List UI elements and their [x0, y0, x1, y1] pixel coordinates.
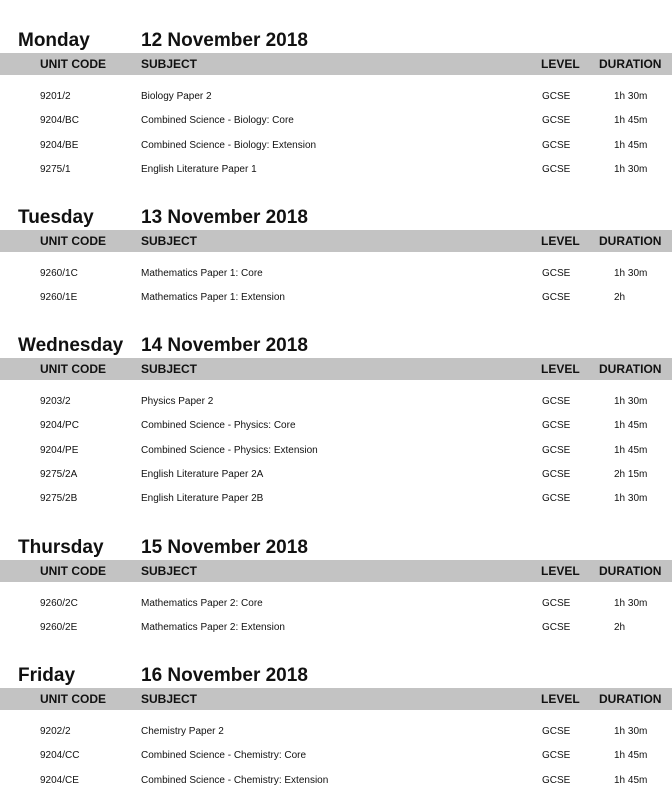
level: GCSE: [542, 774, 571, 786]
day-heading: [0, 324, 672, 358]
col-header-level: LEVEL: [541, 692, 580, 706]
level: GCSE: [542, 91, 571, 102]
subject: English Literature Paper 1: [141, 163, 257, 175]
level: GCSE: [542, 420, 571, 432]
unit-code: 9260/2C: [40, 598, 78, 609]
table-row: [0, 439, 672, 463]
unit-code: 9204/BE: [40, 139, 79, 151]
col-header-unit-code: UNIT CODE: [40, 234, 106, 248]
day-name: Monday: [18, 30, 90, 51]
day-date: 12 November 2018: [141, 30, 308, 51]
exam-rows: [0, 380, 672, 511]
subject: Combined Science - Physics: Core: [141, 420, 296, 432]
table-row: [0, 616, 672, 640]
day-name: Thursday: [18, 537, 104, 558]
subject: Combined Science - Chemistry: Extension: [141, 774, 329, 786]
subject: Chemistry Paper 2: [141, 726, 224, 737]
day-section: [0, 324, 672, 511]
unit-code: 9202/2: [40, 726, 71, 737]
exam-rows: [0, 710, 672, 793]
col-header-subject: SUBJECT: [141, 692, 198, 706]
subject: Mathematics Paper 2: Core: [141, 598, 263, 609]
duration: 1h 45m: [614, 750, 648, 762]
col-header-duration: DURATION: [599, 692, 662, 706]
day-section: [0, 654, 672, 793]
col-header-duration: DURATION: [599, 57, 662, 71]
level: GCSE: [542, 598, 571, 609]
day-heading: [0, 654, 672, 688]
table-row: [0, 487, 672, 511]
table-row: [0, 134, 672, 158]
column-header-bar: [0, 358, 672, 380]
duration: 1h 45m: [614, 139, 648, 151]
unit-code: 9260/1E: [40, 292, 78, 304]
subject: Mathematics Paper 2: Extension: [141, 622, 285, 634]
duration: 1h 45m: [614, 444, 648, 456]
table-row: [0, 390, 672, 414]
unit-code: 9204/CE: [40, 774, 79, 786]
exam-rows: [0, 252, 672, 311]
day-name: Wednesday: [18, 335, 124, 356]
day-date: 15 November 2018: [141, 537, 308, 558]
table-row: [0, 744, 672, 768]
day-date: 14 November 2018: [141, 335, 308, 356]
subject: Mathematics Paper 1: Extension: [141, 292, 285, 304]
day-section: [0, 19, 672, 182]
col-header-unit-code: UNIT CODE: [40, 362, 106, 376]
duration: 2h: [614, 292, 626, 304]
unit-code: 9201/2: [40, 91, 71, 102]
duration: 1h 30m: [614, 268, 648, 279]
subject: English Literature Paper 2A: [141, 468, 264, 480]
col-header-level: LEVEL: [541, 362, 580, 376]
day-name: Tuesday: [18, 207, 94, 228]
subject: Combined Science - Physics: Extension: [141, 444, 318, 456]
unit-code: 9204/CC: [40, 750, 80, 762]
col-header-duration: DURATION: [599, 234, 662, 248]
col-header-unit-code: UNIT CODE: [40, 57, 106, 71]
duration: 1h 45m: [614, 774, 648, 786]
day-section: [0, 526, 672, 641]
level: GCSE: [542, 444, 571, 456]
col-header-subject: SUBJECT: [141, 57, 198, 71]
col-header-level: LEVEL: [541, 234, 580, 248]
duration: 1h 30m: [614, 163, 648, 175]
duration: 2h: [614, 622, 626, 634]
table-row: [0, 158, 672, 182]
level: GCSE: [542, 139, 571, 151]
col-header-unit-code: UNIT CODE: [40, 692, 106, 706]
day-date: 16 November 2018: [141, 665, 308, 686]
duration: 1h 30m: [614, 396, 648, 407]
exam-rows: [0, 582, 672, 641]
level: GCSE: [542, 493, 571, 505]
duration: 1h 30m: [614, 91, 648, 102]
column-header-bar: [0, 230, 672, 252]
unit-code: 9275/2B: [40, 493, 78, 505]
unit-code: 9275/1: [40, 163, 71, 175]
col-header-subject: SUBJECT: [141, 362, 198, 376]
subject: Combined Science - Biology: Extension: [141, 139, 317, 151]
level: GCSE: [542, 292, 571, 304]
subject: Combined Science - Chemistry: Core: [141, 750, 307, 762]
subject: Physics Paper 2: [141, 396, 214, 407]
subject: English Literature Paper 2B: [141, 493, 264, 505]
col-header-subject: SUBJECT: [141, 564, 198, 578]
level: GCSE: [542, 396, 571, 407]
day-heading: [0, 196, 672, 230]
level: GCSE: [542, 268, 571, 279]
duration: 2h 15m: [614, 468, 648, 480]
duration: 1h 45m: [614, 115, 648, 127]
table-row: [0, 720, 672, 744]
subject: Combined Science - Biology: Core: [141, 115, 294, 127]
unit-code: 9203/2: [40, 396, 71, 407]
day-name: Friday: [18, 665, 76, 686]
column-header-bar: [0, 53, 672, 75]
col-header-duration: DURATION: [599, 564, 662, 578]
table-row: [0, 286, 672, 310]
unit-code: 9260/2E: [40, 622, 78, 634]
column-header-bar: [0, 688, 672, 710]
table-row: [0, 85, 672, 109]
duration: 1h 30m: [614, 598, 648, 609]
duration: 1h 45m: [614, 420, 648, 432]
day-date: 13 November 2018: [141, 207, 308, 228]
level: GCSE: [542, 622, 571, 634]
level: GCSE: [542, 726, 571, 737]
subject: Mathematics Paper 1: Core: [141, 268, 263, 279]
table-row: [0, 262, 672, 286]
col-header-subject: SUBJECT: [141, 234, 198, 248]
column-header-bar: [0, 560, 672, 582]
table-row: [0, 769, 672, 793]
level: GCSE: [542, 115, 571, 127]
level: GCSE: [542, 163, 571, 175]
duration: 1h 30m: [614, 493, 648, 505]
unit-code: 9204/BC: [40, 115, 79, 127]
day-heading: [0, 19, 672, 53]
day-heading: [0, 526, 672, 560]
table-row: [0, 414, 672, 438]
col-header-level: LEVEL: [541, 57, 580, 71]
col-header-unit-code: UNIT CODE: [40, 564, 106, 578]
exam-rows: [0, 75, 672, 182]
unit-code: 9260/1C: [40, 268, 78, 279]
subject: Biology Paper 2: [141, 91, 212, 102]
table-row: [0, 463, 672, 487]
unit-code: 9275/2A: [40, 468, 78, 480]
unit-code: 9204/PC: [40, 420, 79, 432]
duration: 1h 30m: [614, 726, 648, 737]
col-header-level: LEVEL: [541, 564, 580, 578]
day-section: [0, 196, 672, 311]
table-row: [0, 109, 672, 133]
level: GCSE: [542, 750, 571, 762]
col-header-duration: DURATION: [599, 362, 662, 376]
level: GCSE: [542, 468, 571, 480]
table-row: [0, 592, 672, 616]
unit-code: 9204/PE: [40, 444, 79, 456]
